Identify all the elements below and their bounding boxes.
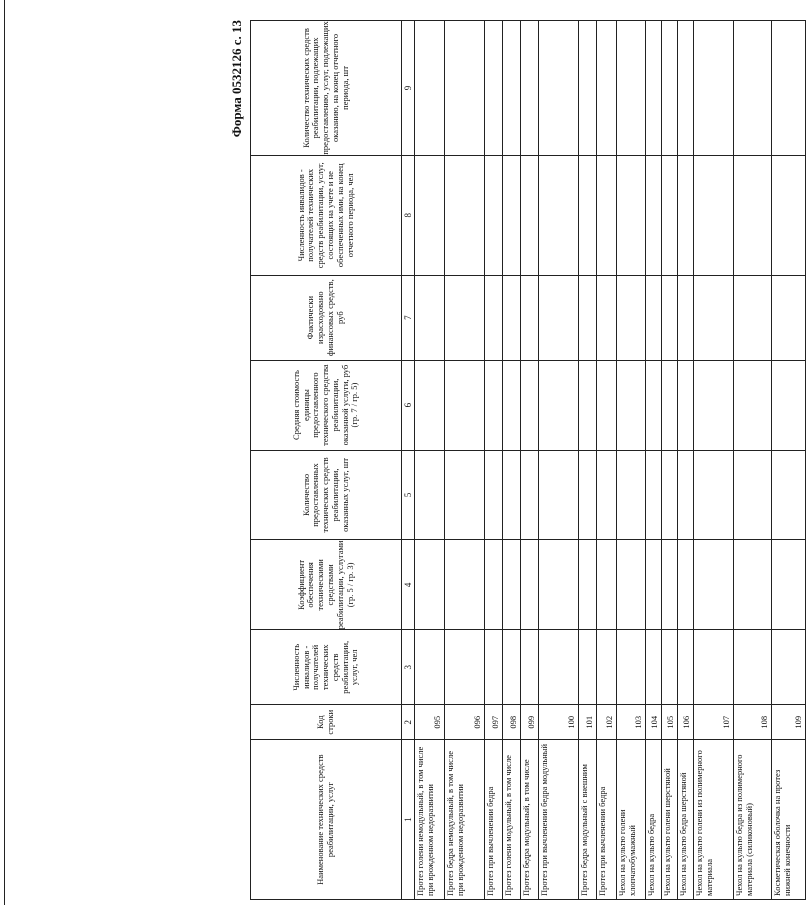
header-cell: Наименование технических средств реабилитации, услуг: [251, 740, 402, 900]
empty-cell: [539, 360, 579, 450]
column-number: 4: [402, 540, 415, 630]
empty-cell: [772, 630, 806, 705]
empty-cell: [646, 275, 662, 360]
empty-cell: [539, 155, 579, 275]
empty-cell: [445, 360, 485, 450]
empty-cell: [485, 275, 503, 360]
table-row: [415, 21, 445, 900]
empty-cell: [617, 540, 646, 630]
row-name: Протез при вычленении бедра: [597, 740, 617, 900]
empty-cell: [694, 630, 734, 705]
empty-cell: [503, 540, 521, 630]
row-name: Чехол на культю голени хлопчатобумажный: [617, 740, 646, 900]
empty-cell: [579, 540, 597, 630]
empty-cell: [734, 450, 772, 540]
empty-cell: [694, 275, 734, 360]
row-code: 104: [646, 705, 662, 740]
empty-cell: [646, 155, 662, 275]
empty-cell: [415, 21, 445, 156]
empty-cell: [503, 155, 521, 275]
empty-cell: [662, 21, 678, 156]
empty-cell: [445, 275, 485, 360]
row-name: Чехол на культю голени из полимерного материала: [694, 740, 734, 900]
empty-cell: [579, 630, 597, 705]
header-cell: Количество предоставленных технических средств реабилитации, оказанных услуг, шт: [251, 450, 402, 540]
empty-cell: [539, 450, 579, 540]
empty-cell: [579, 155, 597, 275]
empty-cell: [678, 540, 694, 630]
table-row: [597, 21, 617, 900]
row-code: 107: [694, 705, 734, 740]
empty-cell: [597, 21, 617, 156]
form-label: Форма 0532126 с. 13: [229, 20, 244, 138]
row-code: 097: [485, 705, 503, 740]
empty-cell: [662, 275, 678, 360]
empty-cell: [617, 630, 646, 705]
row-name: Чехол на культю бедра шерстяной: [678, 740, 694, 900]
empty-cell: [646, 450, 662, 540]
empty-cell: [579, 450, 597, 540]
empty-cell: [646, 540, 662, 630]
empty-cell: [415, 360, 445, 450]
row-code: 102: [597, 705, 617, 740]
empty-cell: [772, 155, 806, 275]
header-cell: Количество технических средств реабилитации, подлежащих предоставлению, услуг, подлежащих оказанию, на конец отчетного периода, шт: [251, 21, 402, 156]
empty-cell: [734, 630, 772, 705]
empty-cell: [694, 155, 734, 275]
empty-cell: [617, 155, 646, 275]
header-cell: Численность инвалидов - получателей технических средств реабилитации, услуг, чел: [251, 630, 402, 705]
empty-cell: [485, 630, 503, 705]
empty-cell: [678, 275, 694, 360]
empty-cell: [539, 21, 579, 156]
empty-cell: [485, 540, 503, 630]
table-row: [617, 21, 646, 900]
table-row: [734, 21, 772, 900]
table-row: [485, 21, 503, 900]
table-row: [678, 21, 694, 900]
table-row: [579, 21, 597, 900]
row-name: Протез бедра модульный с внешним: [579, 740, 597, 900]
column-number: 6: [402, 360, 415, 450]
column-number: 7: [402, 275, 415, 360]
empty-cell: [539, 275, 579, 360]
empty-cell: [646, 360, 662, 450]
empty-cell: [772, 540, 806, 630]
empty-cell: [445, 21, 485, 156]
empty-cell: [678, 450, 694, 540]
header-cell: Коэффициент обеспечения техническими средствами реабилитации, услугами (гр. 5 / гр. 3): [251, 540, 402, 630]
header-cell: Код строки: [251, 705, 402, 740]
empty-cell: [734, 275, 772, 360]
row-code: 098: [503, 705, 521, 740]
table-row: [503, 21, 521, 900]
empty-cell: [415, 275, 445, 360]
empty-cell: [597, 155, 617, 275]
empty-cell: [415, 540, 445, 630]
table-row: [646, 21, 662, 900]
empty-cell: [415, 630, 445, 705]
empty-cell: [662, 540, 678, 630]
row-name: Протез бедра немодульный, в том числе при врожденном недоразвитии: [445, 740, 485, 900]
empty-cell: [772, 450, 806, 540]
empty-cell: [521, 450, 539, 540]
empty-cell: [597, 360, 617, 450]
column-number: 5: [402, 450, 415, 540]
table-row: [772, 21, 806, 900]
empty-cell: [646, 21, 662, 156]
empty-cell: [485, 21, 503, 156]
empty-cell: [597, 540, 617, 630]
empty-cell: [734, 21, 772, 156]
empty-cell: [646, 630, 662, 705]
empty-cell: [521, 275, 539, 360]
empty-cell: [485, 450, 503, 540]
empty-cell: [579, 360, 597, 450]
table-row: [521, 21, 539, 900]
column-number: 8: [402, 155, 415, 275]
empty-cell: [521, 630, 539, 705]
empty-cell: [485, 155, 503, 275]
empty-cell: [521, 21, 539, 156]
empty-cell: [579, 21, 597, 156]
empty-cell: [617, 21, 646, 156]
column-number-row: [402, 21, 415, 900]
row-code: 103: [617, 705, 646, 740]
header-row: [251, 21, 402, 900]
row-name: Протез голени модульный, в том числе: [503, 740, 521, 900]
column-number: 2: [402, 705, 415, 740]
column-number: 1: [402, 740, 415, 900]
empty-cell: [445, 450, 485, 540]
header-cell: Фактически израсходовано финансовых средств, руб: [251, 275, 402, 360]
empty-cell: [617, 275, 646, 360]
empty-cell: [678, 21, 694, 156]
empty-cell: [662, 450, 678, 540]
empty-cell: [734, 155, 772, 275]
row-name: Косметическая оболочка на протез нижней конечности: [772, 740, 806, 900]
column-number: 9: [402, 21, 415, 156]
empty-cell: [678, 155, 694, 275]
row-code: 109: [772, 705, 806, 740]
row-name: Чехол на культю бедра из полимерного материала (силиконовый): [734, 740, 772, 900]
empty-cell: [678, 630, 694, 705]
empty-cell: [694, 450, 734, 540]
header-cell: Численность инвалидов - получателей технических средств реабилитации, услуг, состоящих на учете и не обеспеченных ими, на конец отчетного периода, чел: [251, 155, 402, 275]
column-number: 3: [402, 630, 415, 705]
table-row: [662, 21, 678, 900]
empty-cell: [617, 450, 646, 540]
table-row: [694, 21, 734, 900]
header-cell: Средняя стоимость единицы предоставленного технического средства реабилитации, оказанной услуги, руб (гр. 7 / гр. 5): [251, 360, 402, 450]
empty-cell: [694, 21, 734, 156]
row-code: 096: [445, 705, 485, 740]
row-name: Протез бедра модульный, в том числе: [521, 740, 539, 900]
empty-cell: [503, 450, 521, 540]
empty-cell: [445, 630, 485, 705]
empty-cell: [734, 360, 772, 450]
empty-cell: [662, 155, 678, 275]
empty-cell: [772, 275, 806, 360]
empty-cell: [521, 155, 539, 275]
row-name: Чехол на культю бедра: [646, 740, 662, 900]
row-name: Чехол на культю голени шерстяной: [662, 740, 678, 900]
table-row: [445, 21, 485, 900]
rotated-form-sheet: [229, 20, 804, 900]
row-code: 105: [662, 705, 678, 740]
row-code: 095: [415, 705, 445, 740]
empty-cell: [662, 630, 678, 705]
empty-cell: [734, 540, 772, 630]
empty-cell: [539, 630, 579, 705]
scan-edge-line: [4, 0, 5, 905]
empty-cell: [415, 450, 445, 540]
empty-cell: [521, 360, 539, 450]
empty-cell: [503, 275, 521, 360]
row-name: Протез при вычленении бедра модульный: [539, 740, 579, 900]
empty-cell: [539, 540, 579, 630]
empty-cell: [521, 540, 539, 630]
empty-cell: [678, 360, 694, 450]
empty-cell: [415, 155, 445, 275]
row-code: 108: [734, 705, 772, 740]
empty-cell: [597, 450, 617, 540]
row-code: 100: [539, 705, 579, 740]
row-code: 099: [521, 705, 539, 740]
empty-cell: [503, 360, 521, 450]
empty-cell: [597, 630, 617, 705]
empty-cell: [445, 540, 485, 630]
empty-cell: [503, 630, 521, 705]
empty-cell: [503, 21, 521, 156]
row-code: 106: [678, 705, 694, 740]
empty-cell: [617, 360, 646, 450]
empty-cell: [694, 540, 734, 630]
empty-cell: [662, 360, 678, 450]
row-name: Протез голени немодульный, в том числе при врожденном недоразвитии: [415, 740, 445, 900]
empty-cell: [579, 275, 597, 360]
table-row: [539, 21, 579, 900]
report-table: [250, 20, 806, 900]
row-name: Протез при вычленении бедра: [485, 740, 503, 900]
empty-cell: [445, 155, 485, 275]
empty-cell: [772, 360, 806, 450]
empty-cell: [485, 360, 503, 450]
empty-cell: [597, 275, 617, 360]
row-code: 101: [579, 705, 597, 740]
empty-cell: [694, 360, 734, 450]
empty-cell: [772, 21, 806, 156]
